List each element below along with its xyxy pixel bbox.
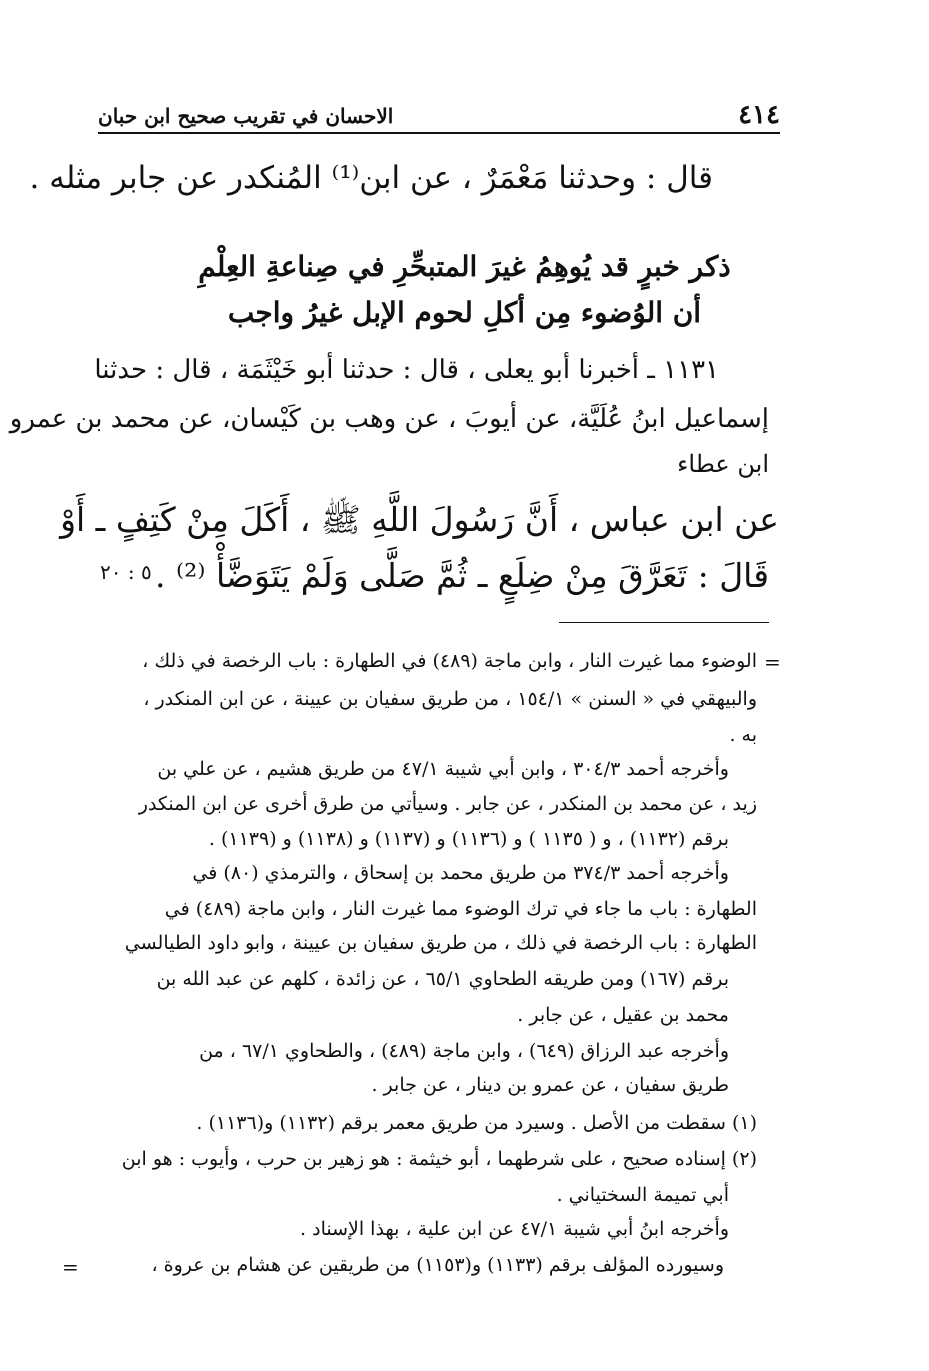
footnote-separator <box>559 622 769 623</box>
footnote-line: برقم (١٦٧) ومن طريقه الطحاوي ٦٥/١ ، عن زائدة ، كلهم عن عبد الله بن <box>156 968 729 990</box>
footnote-line: زيد ، عن محمد بن المنكدر ، عن جابر . وسيأتي من طرق أخرى عن ابن المنكدر <box>138 793 757 815</box>
section-heading: ذكر خبرٍ قد يُوهِمُ غيرَ المتبحِّرِ في صِناعةِ العِلْمِ <box>198 250 731 283</box>
section-heading: أن الوُضوء مِن أكلِ لحوم الإبل غيرُ واجب <box>227 296 702 329</box>
page-number: ٤١٤ <box>738 100 780 130</box>
hadith-isnad-line: ابن عطاء <box>677 450 769 478</box>
footnote-line: برقم (١١٣٢) ، و ( ١١٣٥ ) و (١١٣٦) و (١١٣٧) و (١١٣٨) و (١١٣٩) . <box>208 828 729 850</box>
footnote-line: وأخرجه أحمد ٣٧٤/٣ من طريق محمد بن إسحاق ، والترمذي (٨٠) في <box>192 862 729 884</box>
footnote-line: وأخرجه أحمد ٣٠٤/٣ ، وابن أبي شيبة ٤٧/١ من طريق هشيم ، عن علي بن <box>157 758 729 780</box>
hadith-isnad-line: إسماعيل ابنُ عُلَيَّة، عن أيوبَ ، عن وهب بن كَيْسان، عن محمد بن عمرو <box>9 404 769 434</box>
hadith-matn-line: عن ابن عباس ، أَنَّ رَسُولَ اللَّهِ ﷺ ، أَكَلَ مِنْ كَتِفٍ ـ أَوْ <box>60 500 779 539</box>
footnote-line: الوضوء مما غيرت النار ، وابن ماجة (٤٨٩) في الطهارة : باب الرخصة في ذلك ، <box>142 650 757 672</box>
footnote-line: وسيورده المؤلف برقم (١١٣٣) و(١١٥٣) من طريقين عن هشام بن عروة ، <box>151 1254 724 1276</box>
footnote-line: وأخرجه ابنُ أبي شيبة ٤٧/١ عن ابن علية ، بهذا الإسناد . <box>300 1218 729 1240</box>
running-title: الاحسان في تقريب صحيح ابن حبان <box>98 104 394 128</box>
hadith-isnad-line: ١١٣١ ـ أخبرنا أبو يعلى ، قال : حدثنا أبو خَيْثَمَة ، قال : حدثنا <box>94 355 719 385</box>
footnote-line: (٢) إسناده صحيح ، على شرطهما ، أبو خيثمة : هو زهير بن حرب ، وأيوب : هو ابن <box>121 1148 757 1170</box>
cross-reference: ٥ : ٢٠ <box>100 560 152 584</box>
page-header <box>98 96 780 134</box>
hadith-matn-line: قَالَ : تَعَرَّقَ مِنْ ضِلَعٍ ـ ثُمَّ صَلَّى وَلَمْ يَتَوَضَّأْ ⁽²⁾ . <box>155 556 769 595</box>
footnote-line: (١) سقطت من الأصل . وسيرد من طريق معمر برقم (١١٣٢) و(١١٣٦) . <box>196 1112 757 1134</box>
footnote-line: الطهارة : باب الرخصة في ذلك ، من طريق سفيان بن عيينة ، وابو داود الطيالسي <box>124 932 757 954</box>
footnote-line: طريق سفيان ، عن عمرو بن دينار ، عن جابر . <box>371 1074 729 1096</box>
text-line: قال : وحدثنا مَعْمَرٌ ، عن ابن⁽¹⁾ المُنكدر عن جابر مثله . <box>29 160 713 196</box>
continuation-mark: = <box>62 1255 79 1279</box>
footnote-line: والبيهقي في « السنن » ١٥٤/١ ، من طريق سفيان بن عيينة ، عن ابن المنكدر ، <box>143 688 757 710</box>
continuation-mark: = <box>764 650 781 674</box>
footnote-line: أبي تميمة السختياني . <box>556 1184 729 1206</box>
footnote-line: وأخرجه عبد الرزاق (٦٤٩) ، وابن ماجة (٤٨٩) ، والطحاوي ٦٧/١ ، من <box>199 1040 729 1062</box>
footnote-line: به . <box>729 724 757 746</box>
footnote-line: الطهارة : باب ما جاء في ترك الوضوء مما غيرت النار ، وابن ماجة (٤٨٩) في <box>164 898 757 920</box>
footnote-line: محمد بن عقيل ، عن جابر . <box>517 1004 729 1026</box>
